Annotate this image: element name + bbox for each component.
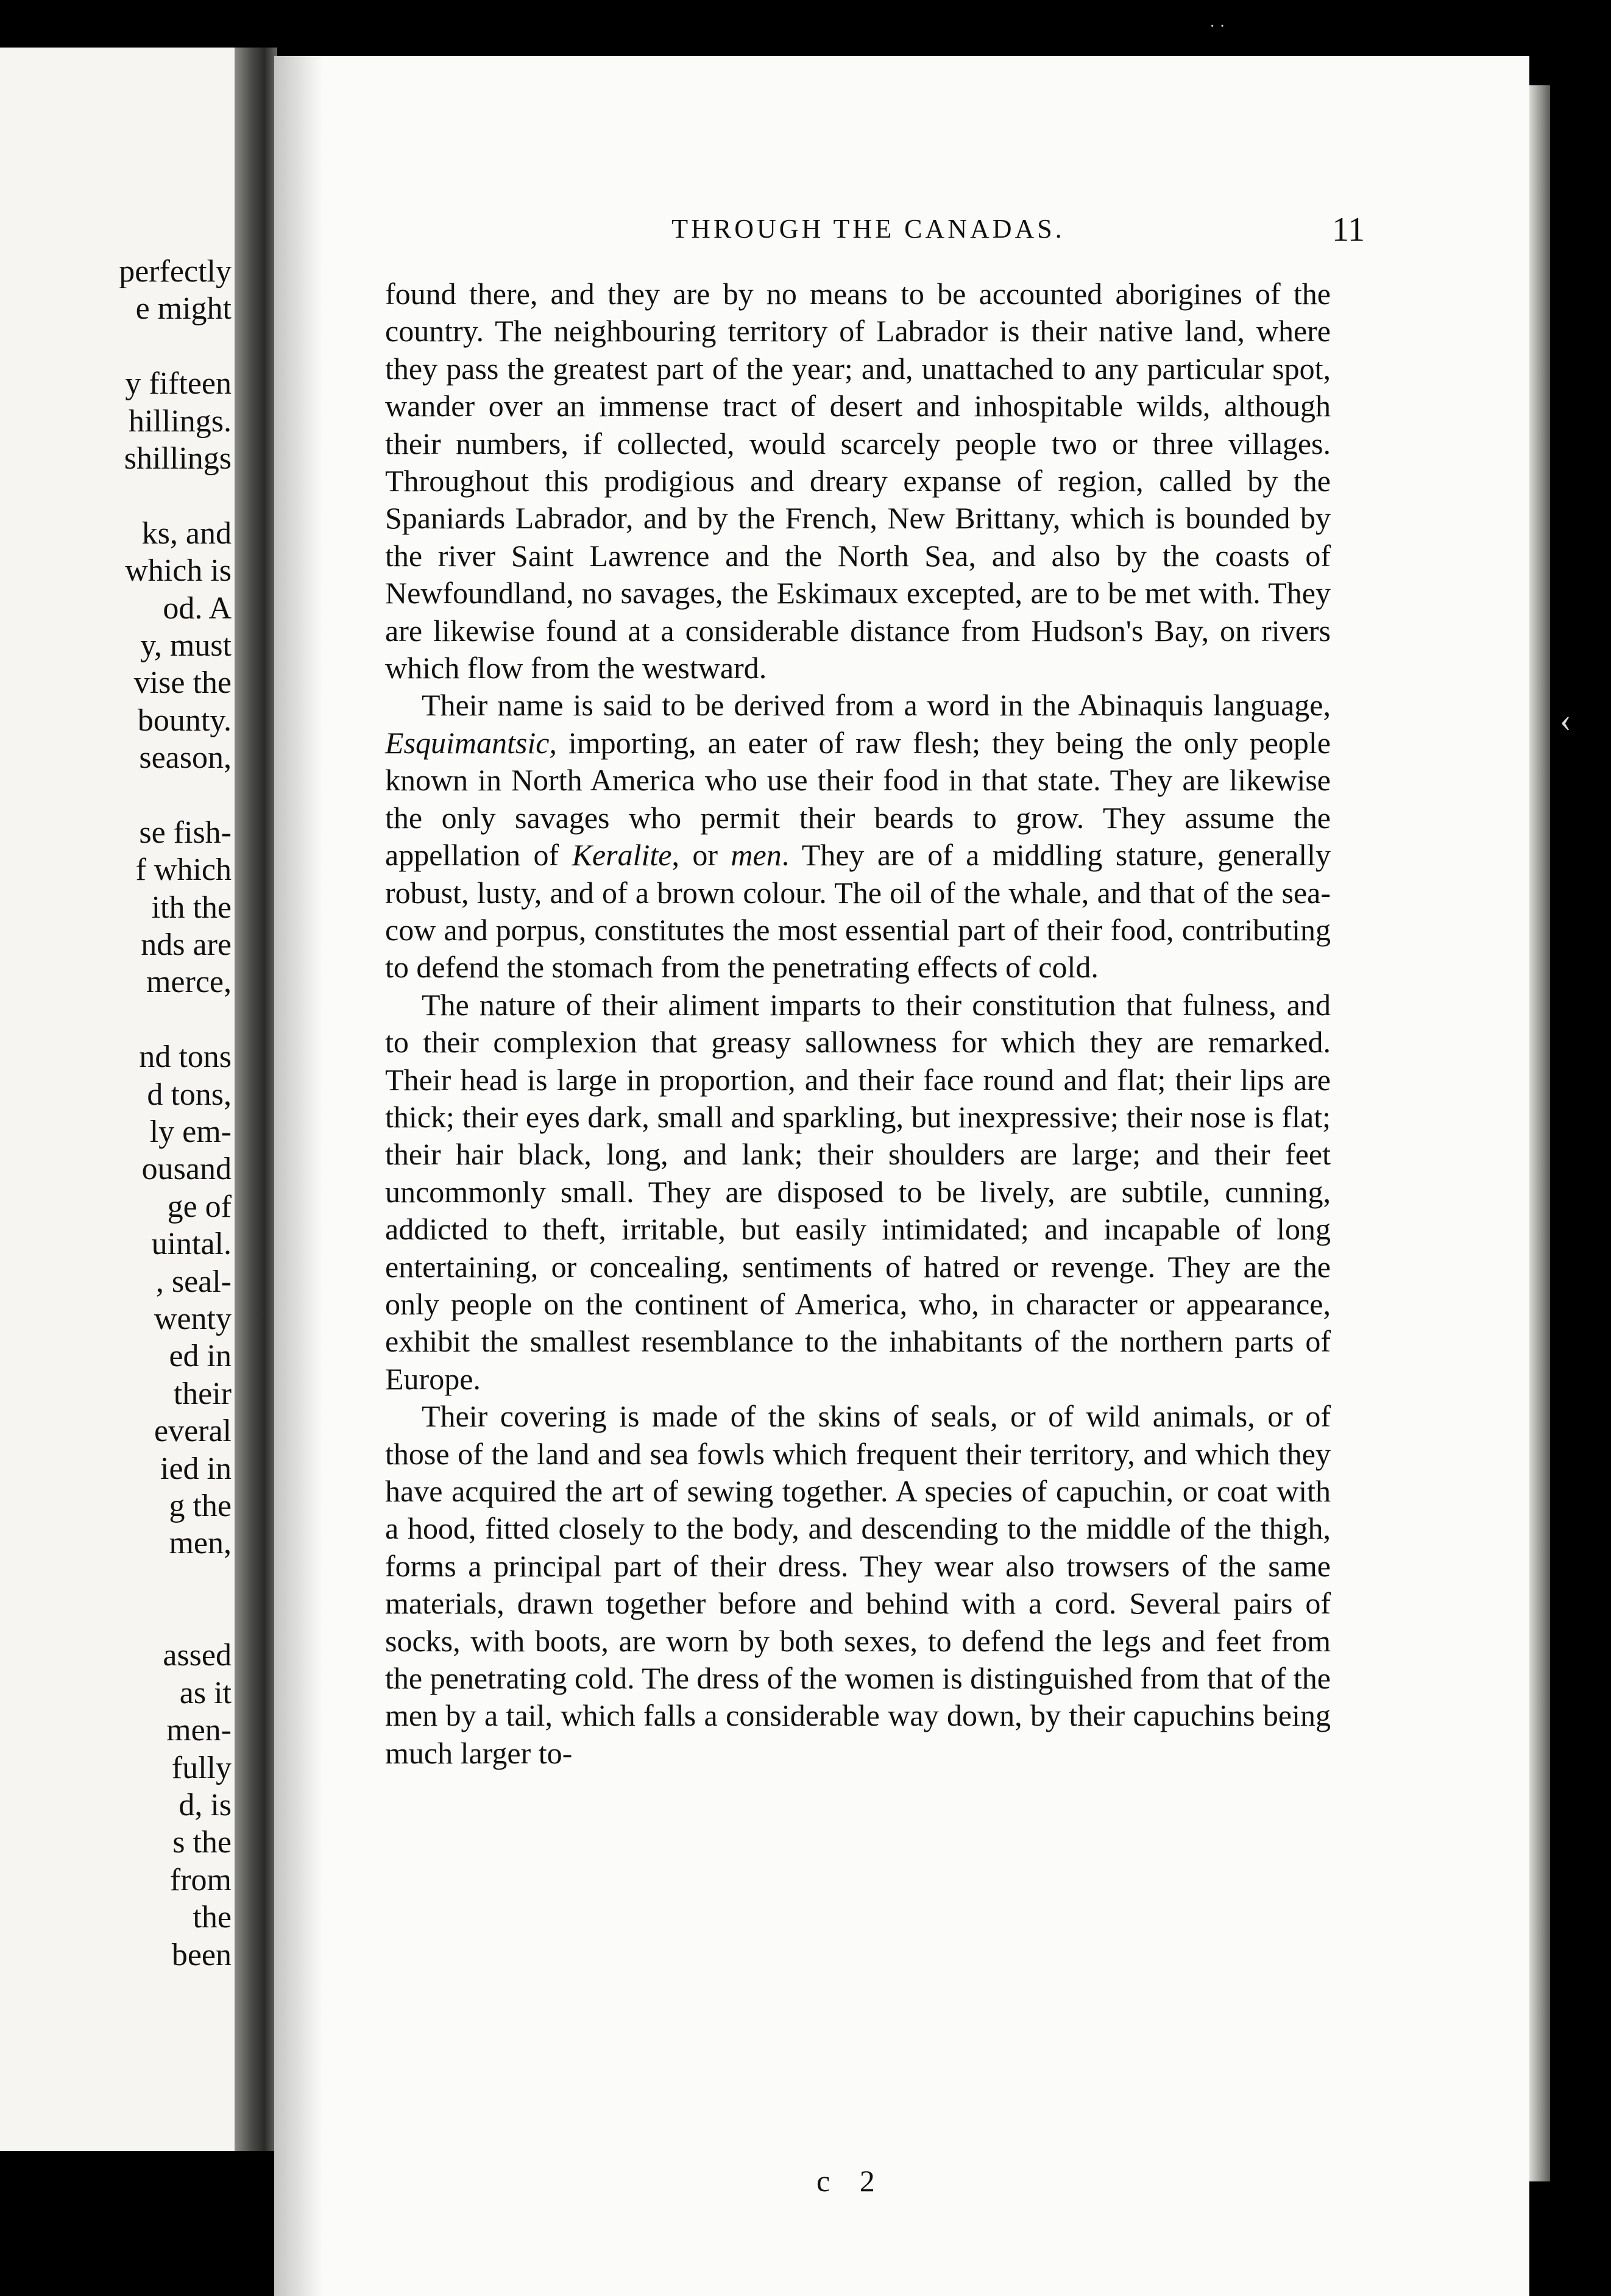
left-line: y, must — [140, 628, 232, 663]
left-line: d, is — [179, 1788, 232, 1823]
scan-arrow-icon: ‹ — [1560, 701, 1571, 739]
body-text — [385, 275, 1331, 1772]
left-line: ed in — [169, 1339, 232, 1374]
page-number: 11 — [1332, 211, 1365, 249]
italic-term: Esquimantsic, — [385, 725, 557, 760]
italic-term: men — [731, 838, 782, 873]
left-line: wenty — [154, 1301, 232, 1336]
left-line: which is — [125, 553, 232, 589]
page-shadow — [274, 56, 323, 2296]
left-line: uintal. — [151, 1227, 232, 1262]
left-line: shillings — [124, 441, 232, 476]
left-line — [0, 328, 232, 365]
text-span: , or — [671, 838, 731, 873]
left-line: perfectly — [119, 254, 232, 289]
left-line: men- — [166, 1713, 232, 1748]
left-line: s the — [172, 1825, 232, 1860]
running-head: THROUGH THE CANADAS. — [671, 214, 1065, 244]
left-line: everal — [154, 1414, 232, 1449]
left-line: ied in — [160, 1451, 232, 1486]
text-span: The nature of their aliment imparts to their constitution that fulness, and to their complexion that greasy sallowness for which they are remarked. Their head is large in proportion, and their face round and flat; their lips are thick; their eyes dark, small and sparkling, but inexpressive; their nose is flat; their hair black, long, and lank; their shoulders are large; and their feet uncommonly small. They are disposed to be lively, are subtile, cunning, addicted to theft, irritable, but easily intimidated; and incapable of long entertaining, or concealing, sentiments of hatred or revenge. They are the only people on the continent of America, who, in character or appearance, exhibit the smallest resemblance to the inhabitants of the northern parts of Europe. — [385, 987, 1331, 1396]
left-line: ly em- — [149, 1114, 232, 1149]
paragraph-3 — [385, 987, 1331, 1398]
left-line: d tons, — [147, 1077, 232, 1112]
left-line — [0, 477, 232, 514]
left-line: men, — [169, 1526, 232, 1561]
left-line: from — [169, 1862, 232, 1897]
left-line: hillings. — [128, 403, 232, 439]
paragraph-1: found there, and they are by no means to be accounted aborigines of the country. The neighbouring territory of Labrador is their native land, where they pass the greatest part of the year; and, unattached to any particular spot, wander over an immense tract of desert and inhospitable wilds, although their numbers, if collected, would scarcely people two or three villages. Throughout this prodigious and dreary expanse of region, called by the Spaniards Labrador, and by the French, New Brittany, which is bounded by the river Saint Lawrence and the North Sea, and also by the coasts of Newfoundland, no savages, the Eskimaux excepted, are to be met with. They are likewise found at a considerable distance from Hudson's Bay, on rivers which flow from the westward. — [385, 277, 1331, 686]
left-line: od. A — [163, 590, 232, 626]
scan-mark-icon: · · — [1209, 17, 1225, 36]
paragraph-2 — [385, 687, 1331, 986]
left-line: ge of — [167, 1189, 232, 1224]
left-line: their — [173, 1376, 232, 1411]
left-line — [0, 1001, 232, 1038]
left-line: se fish- — [139, 815, 232, 850]
left-line: ks, and — [141, 516, 232, 551]
left-line — [0, 776, 232, 813]
left-line: nd tons — [139, 1040, 232, 1075]
text-span: Their name is said to be derived from a word in the Abinaquis language, — [422, 688, 1331, 723]
left-line: fully — [171, 1750, 232, 1785]
left-line: the — [193, 1900, 232, 1935]
left-line: assed — [163, 1638, 232, 1673]
left-line: y fifteen — [125, 366, 232, 402]
left-line: ith the — [151, 890, 232, 925]
left-line: merce, — [146, 965, 232, 1000]
left-line: g the — [169, 1488, 232, 1523]
left-line: season, — [139, 740, 232, 776]
left-line: , seal- — [155, 1264, 232, 1299]
signature-mark: c 2 — [816, 2164, 886, 2198]
italic-term: Keralite — [572, 838, 672, 873]
text-span: . They are of a middling stature, generally robust, lusty, and of a brown colour. The oil of the whale, and that of the sea-cow and porpus, constitutes the most essential part of their food, contributing to defend the stomach from the penetrating effects of cold. — [385, 838, 1331, 985]
left-line: vise the — [133, 665, 232, 701]
left-page-text — [0, 253, 232, 1974]
left-line: been — [171, 1937, 232, 1972]
left-line — [0, 1600, 232, 1637]
book-gutter — [235, 48, 277, 2151]
text-span: Their covering is made of the skins of seals, or of wild animals, or of those of the land and sea fowls which frequent their territory, and which they have acquired the art of sewing together. A species of capuchin, or coat with a hood, fitted closely to the body, and descending to the middle of the thigh, forms a principal part of their dress. They wear also trowsers of the same materials, drawn together before and behind with a cord. Several pairs of socks, with boots, are worn by both sexes, to defend the legs and feet from the penetrating cold. The dress of the women is distinguished from that of the men by a tail, which falls a considerable way down, by their capuchins being much larger to- — [385, 1399, 1331, 1770]
left-line: as it — [179, 1675, 232, 1710]
left-line: f which — [135, 852, 232, 888]
left-line: e might — [135, 291, 232, 327]
paragraph-4 — [385, 1398, 1331, 1772]
left-line — [0, 1562, 232, 1600]
page-edge — [1529, 85, 1550, 2181]
left-line: bounty. — [137, 703, 232, 738]
left-line: nds are — [141, 927, 232, 963]
text-span: importing, an eater of raw flesh; they being the only people known in North America who use their food in that state. They are likewise the only savages who permit their beards to grow. They assume the appellation of — [385, 725, 1331, 873]
left-line: ousand — [141, 1152, 232, 1187]
